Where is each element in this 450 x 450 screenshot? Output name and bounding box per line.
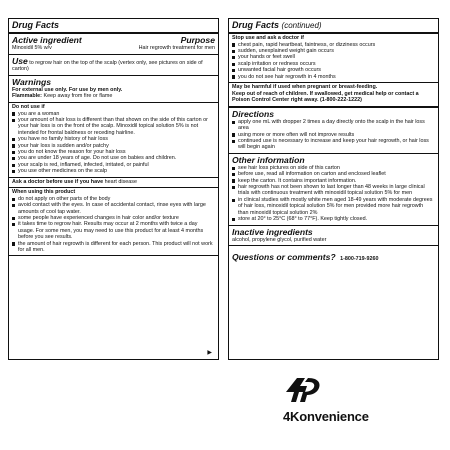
list-item: apply one mL with dropper 2 times a day directly onto the scalp in the hair loss area xyxy=(232,119,435,132)
list-item: your amount of hair loss is different than that shown on the side of this carton or your hair loss is on the front of the scalp. Minoxidil topical solution 5% is not intended for frontal baldness or receding hairline. xyxy=(12,117,215,136)
list-item: using more or more often will not improve results xyxy=(232,132,435,138)
drug-facts-title: Drug Facts xyxy=(9,19,218,34)
use-section xyxy=(9,55,218,76)
other-information-section xyxy=(229,154,438,226)
directions-section xyxy=(229,108,438,154)
purpose-heading: Purpose xyxy=(180,35,215,45)
flammable-text: Keep away from fire or flame xyxy=(43,93,113,100)
list-item: you have no family history of hair loss xyxy=(12,136,215,142)
list-item: chest pain, rapid heartbeat, faintness, or dizziness occurs xyxy=(232,42,435,48)
inactive-ingredients-section xyxy=(229,226,438,247)
list-item: do not apply on other parts of the body xyxy=(12,196,215,202)
ask-doctor-label: Ask a doctor before use if you have xyxy=(12,178,104,185)
when-using-section xyxy=(9,188,218,256)
continue-arrow-icon: ▶ xyxy=(207,350,212,356)
directions-heading: Directions xyxy=(232,108,275,119)
when-using-list xyxy=(12,196,215,254)
do-not-use-list xyxy=(12,111,215,175)
ask-doctor-section xyxy=(9,178,218,189)
stop-use-heading: Stop use and ask a doctor if xyxy=(232,35,304,41)
list-item: your scalp is red, inflamed, infected, irritated, or painful xyxy=(12,162,215,168)
warnings-heading: Warnings xyxy=(12,76,51,87)
list-item: it takes time to regrow hair. Results may occur at 2 months with twice a day usage. For some men, you may need to use this product for at least 4 months before you see results. xyxy=(12,221,215,240)
list-item: before use, read all information on carton and enclosed leaflet xyxy=(232,171,435,177)
drug-facts-title-right: Drug Facts xyxy=(232,20,280,30)
keep-out-of-reach: Keep out of reach of children. If swallowed, get medical help or contact a Poison Control Center right away. (1-800-222-1222) xyxy=(232,90,419,104)
stop-use-list xyxy=(232,42,435,80)
questions-section xyxy=(229,246,438,267)
list-item: unwanted facial hair growth occurs xyxy=(232,67,435,73)
other-information-list xyxy=(232,165,435,223)
continued-label: (continued) xyxy=(281,21,322,30)
list-item: avoid contact with the eyes. In case of accidental contact, rinse eyes with large amounts of cool tap water. xyxy=(12,202,215,215)
ask-doctor-text: heart disease xyxy=(104,178,137,185)
list-item: you do not know the reason for your hair loss xyxy=(12,149,215,155)
directions-list xyxy=(232,119,435,151)
drug-facts-right-panel xyxy=(228,18,439,360)
pregnancy-section xyxy=(229,83,438,108)
list-item: you use other medicines on the scalp xyxy=(12,168,215,174)
list-item: keep the carton. It contains important information. xyxy=(232,178,435,184)
list-item: see hair loss pictures on side of this carton xyxy=(232,165,435,171)
external-use-warning: For external use only. For use by men only. xyxy=(12,86,123,93)
list-item: some people have experienced changes in hair color and/or texture xyxy=(12,215,215,221)
use-text: to regrow hair on the top of the scalp (vertex only, see pictures on side of carton) xyxy=(12,59,203,73)
list-item: hair regrowth has not been shown to last longer than 48 weeks in large clinical trials with continuous treatment with minoxidil topical solution 5% for men xyxy=(232,184,435,197)
inactive-ingredients-text: alcohol, propylene glycol, purified water xyxy=(232,236,327,243)
purpose-value: Hair regrowth treatment for men xyxy=(138,45,215,51)
brand-name: 4Konvenience xyxy=(283,409,369,424)
flammable-label: Flammable: xyxy=(12,93,42,100)
list-item: scalp irritation or redness occurs xyxy=(232,61,435,67)
questions-phone: 1-800-719-9260 xyxy=(340,256,379,263)
questions-heading: Questions or comments? xyxy=(232,252,336,263)
list-item: the amount of hair regrowth is different for each person. This product will not work for all men. xyxy=(12,241,215,254)
warnings-section xyxy=(9,76,218,103)
other-information-heading: Other information xyxy=(232,154,305,165)
active-ingredient-section xyxy=(9,34,218,55)
list-item: your hands or feet swell xyxy=(232,54,435,60)
drug-facts-left-panel xyxy=(8,18,219,360)
list-item: sudden, unexplained weight gain occurs xyxy=(232,48,435,54)
active-ingredient-value: Minoxidil 5% w/v xyxy=(12,45,52,51)
list-item: you are under 18 years of age. Do not use on babies and children. xyxy=(12,155,215,161)
list-item: continued use is necessary to increase and keep your hair regrowth, or hair loss will begin again xyxy=(232,138,435,151)
list-item: your hair loss is sudden and/or patchy xyxy=(12,143,215,149)
active-ingredient-heading: Active ingredient xyxy=(12,35,82,45)
when-using-heading: When using this product xyxy=(12,189,76,196)
list-item: in clinical studies with mostly white men aged 18-49 years with moderate degrees of hair loss, minoxidil topical solution 5% for men provided more hair regrowth than minoxidil topical solution 2% xyxy=(232,197,435,216)
list-item: store at 20° to 25°C (68° to 77°F). Keep tightly closed. xyxy=(232,216,435,222)
list-item: you are a woman xyxy=(12,111,215,117)
do-not-use-heading: Do not use if xyxy=(12,103,45,110)
do-not-use-section xyxy=(9,103,218,178)
drug-facts-continued-title xyxy=(229,19,438,34)
pregnancy-warning: May be harmful if used when pregnant or breast-feeding. xyxy=(232,84,378,91)
4k-logo-icon xyxy=(283,376,323,404)
stop-use-section xyxy=(229,34,438,83)
inactive-ingredients-heading: Inactive ingredients xyxy=(232,226,313,237)
use-heading: Use xyxy=(12,55,28,66)
list-item: you do not see hair regrowth in 4 months xyxy=(232,74,435,80)
